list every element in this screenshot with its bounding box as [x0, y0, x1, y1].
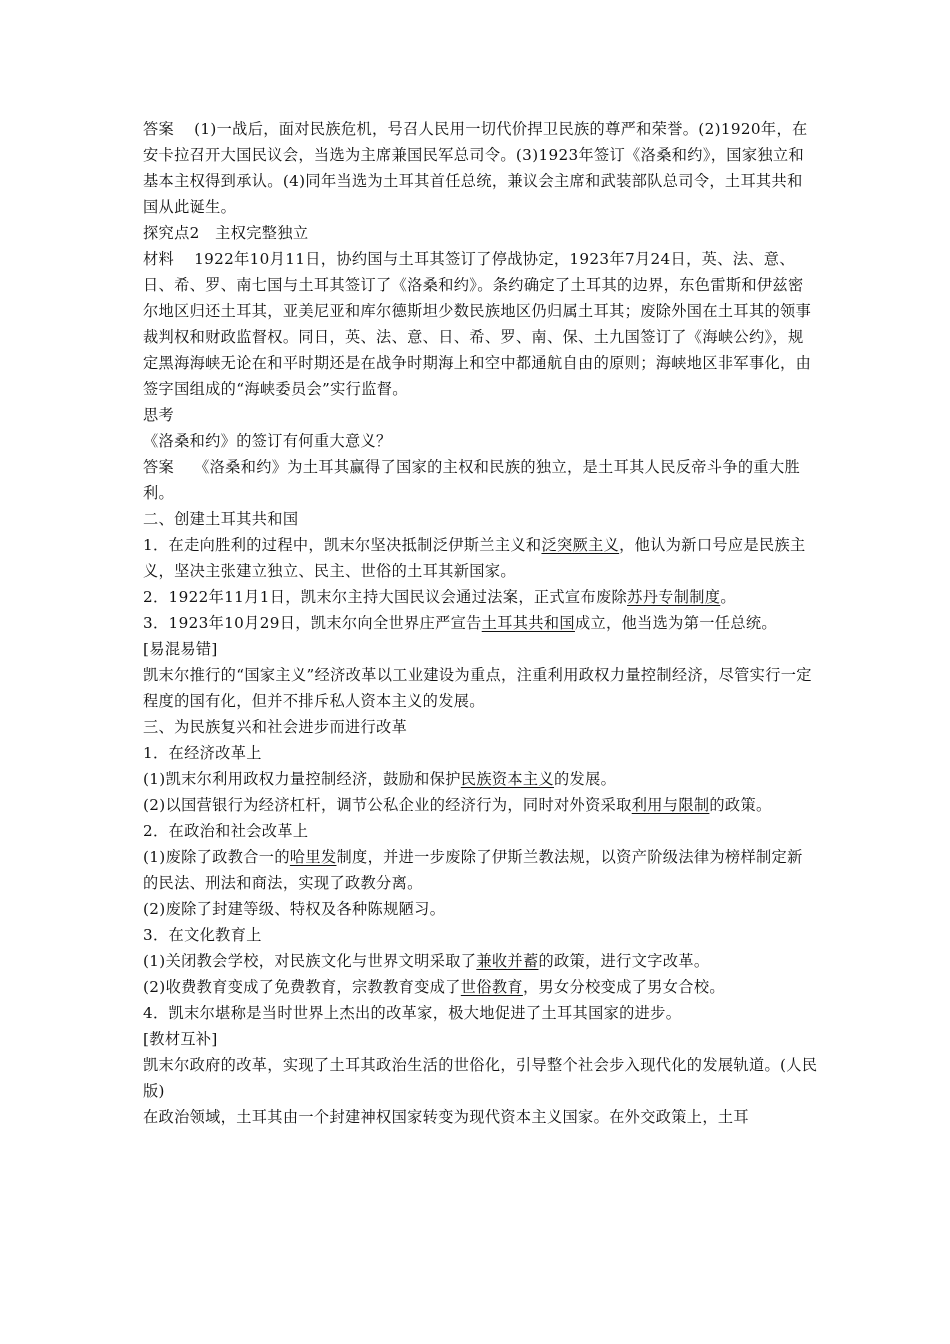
- answer-label: 答案: [143, 120, 175, 138]
- supplement-text: 在政治领域，土耳其由一个封建神权国家转变为现代资本主义国家。在外交政策上，土耳: [143, 1108, 749, 1126]
- think-label: 思考: [143, 406, 175, 424]
- supplement-label: [教材互补]: [143, 1030, 218, 1048]
- item-text: 2．1922年11月1日，凯末尔主持大国民议会通过法案，正式宣布废除: [143, 588, 628, 606]
- item-text: (2)以国营银行为经济杠杆，调节公私企业的经济行为，同时对外资采取: [143, 796, 632, 814]
- underlined-term: 兼收并蓄: [476, 952, 539, 970]
- item-text: 。: [720, 588, 736, 606]
- section-title: 二、创建土耳其共和国: [143, 510, 299, 528]
- item-text: 制度，并进一步废除了伊斯兰教法规，以资产阶级法律为榜样制定新的民法、刑法和商法，实现了政教分离。: [143, 848, 803, 892]
- item-text: ，他认为新口号应是民族主义，坚决主张建立独立、民主、世俗的土耳其新国家。: [143, 536, 806, 580]
- list-item: 4．凯末尔堪称是当时世界上杰出的改革家，极大地促进了土耳其国家的进步。: [143, 1004, 682, 1022]
- item-text: ，男女分校变成了男女合校。: [522, 978, 725, 996]
- answer-text: (1)一战后，面对民族危机，号召人民用一切代价捍卫民族的尊严和荣誉。(2)1920年，在安卡拉召开大国民议会，当选为主席兼国民军总司令。(3)1923年签订《洛桑和约》，国家独立和基本主权得到承认。(4)同年当选为土耳其首任总统，兼议会主席和武装部队总司令，土耳其共和国从此诞生。: [143, 120, 808, 216]
- answer-paragraph-2: [143, 454, 818, 506]
- item-text: (2)收费教育变成了免费教育，宗教教育变成了: [143, 978, 461, 996]
- subsection-title: 1．在经济改革上: [143, 744, 262, 762]
- item-text: 1．在走向胜利的过程中，凯末尔坚决抵制泛伊斯兰主义和: [143, 536, 542, 554]
- material-paragraph: [143, 246, 818, 402]
- supplement-text: 凯末尔政府的改革，实现了土耳其政治生活的世俗化，引导整个社会步入现代化的发展轨道。(人民版): [143, 1056, 818, 1100]
- underlined-term: 土耳其共和国: [481, 614, 575, 632]
- list-item: [143, 766, 818, 792]
- underlined-term: 利用与限制: [631, 796, 710, 814]
- list-item: [143, 948, 818, 974]
- underlined-term: 哈里发: [289, 848, 337, 866]
- answer-label: 答案: [143, 458, 175, 476]
- list-item: [143, 610, 818, 636]
- subsection-title: 3．在文化教育上: [143, 926, 262, 944]
- think-question: 《洛桑和约》的签订有何重大意义？: [143, 432, 392, 450]
- subsection-title: 2．在政治和社会改革上: [143, 822, 309, 840]
- list-item: (2)废除了封建等级、特权及各种陈规陋习。: [143, 900, 446, 918]
- item-text: 成立，他当选为第一任总统。: [574, 614, 777, 632]
- item-text: 的政策。: [709, 796, 772, 814]
- underlined-term: 泛突厥主义: [541, 536, 620, 554]
- list-item: [143, 844, 818, 896]
- item-text: 3．1923年10月29日，凯末尔向全世界庄严宣告: [143, 614, 482, 632]
- section-title: 三、为民族复兴和社会进步而进行改革: [143, 718, 408, 736]
- answer-text: 《洛桑和约》为土耳其赢得了国家的主权和民族的独立，是土耳其人民反帝斗争的重大胜利。: [143, 458, 801, 502]
- document-page: [143, 116, 818, 1130]
- underlined-term: 世俗教育: [460, 978, 523, 996]
- confusion-text: 凯末尔推行的“国家主义”经济改革以工业建设为重点，注重利用政权力量控制经济，尽管实行一定程度的国有化，但并不排斥私人资本主义的发展。: [143, 666, 812, 710]
- list-item: [143, 974, 818, 1000]
- list-item: [143, 532, 818, 584]
- item-text: (1)关闭教会学校，对民族文化与世界文明采取了: [143, 952, 477, 970]
- item-text: 的政策，进行文字改革。: [538, 952, 710, 970]
- list-item: [143, 792, 818, 818]
- item-text: (1)废除了政教合一的: [143, 848, 290, 866]
- confusion-label: [易混易错]: [143, 640, 218, 658]
- material-text: 1922年10月11日，协约国与土耳其签订了停战协定，1923年7月24日，英、法、意、日、希、罗、南七国与土耳其签订了《洛桑和约》。条约确定了土耳其的边界，东色雷斯和伊兹密尔地区归还土耳其，亚美尼亚和库尔德斯坦少数民族地区仍归属土耳其；废除外国在土耳其的领事裁判权和财政监督权。同日，英、法、意、日、希、罗、南、保、土九国签订了《海峡公约》，规定黑海海峡无论在和平时期还是在战争时期海上和空中都通航自由的原则；海峡地区非军事化，由签字国组成的“海峡委员会”实行监督。: [143, 250, 812, 398]
- explore-point-title: 探究点2 主权完整独立: [143, 224, 309, 242]
- item-text: 的发展。: [554, 770, 617, 788]
- answer-paragraph-1: [143, 116, 818, 220]
- underlined-term: 民族资本主义: [460, 770, 555, 788]
- material-label: 材料: [143, 250, 175, 268]
- list-item: [143, 584, 818, 610]
- item-text: (1)凯末尔利用政权力量控制经济，鼓励和保护: [143, 770, 461, 788]
- underlined-term: 苏丹专制制度: [627, 588, 721, 606]
